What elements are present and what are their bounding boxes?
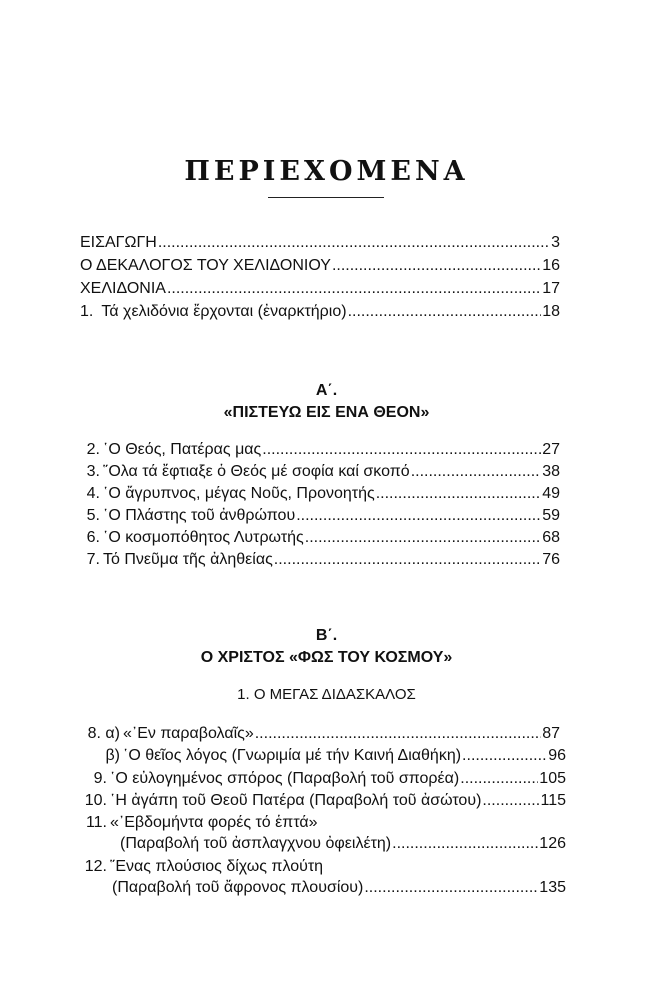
toc-entry-page: 126 <box>539 835 566 852</box>
dot-leader <box>462 746 547 766</box>
toc-entry-text: ΕΙΣΑΓΩΓΗ <box>80 234 157 251</box>
toc-entry <box>80 769 566 789</box>
toc-entry <box>80 484 560 504</box>
toc-entry <box>80 724 560 744</box>
toc-entry-text: «᾿Εβδομήντα φορές τό ἑπτά» <box>110 814 318 831</box>
dot-leader <box>332 256 541 276</box>
toc-entry <box>80 233 560 253</box>
section-a-title: «ΠΙΣΤΕΥΩ ΕΙΣ ΕΝΑ ΘΕΟΝ» <box>223 404 430 421</box>
toc-entry-text: Ο ΔΕΚΑΛΟΓΟΣ ΤΟΥ ΧΕΛΙΔΟΝΙΟΥ <box>80 257 331 274</box>
dot-leader <box>482 791 539 811</box>
toc-entry-number: 3. <box>86 463 100 480</box>
section-b-subheading: 1. Ο ΜΕΓΑΣ ΔΙΔΑΣΚΑΛΟΣ <box>237 686 416 703</box>
dot-leader <box>460 769 538 789</box>
toc-entry-number: 2. <box>86 441 100 458</box>
toc-entry-text: ῞Ενας πλούσιος δίχως πλούτη <box>110 858 324 875</box>
toc-entry-number: 9. <box>93 770 107 787</box>
toc-entry-number: 6. <box>86 529 100 546</box>
toc-entry <box>80 279 560 299</box>
dot-leader <box>364 878 538 898</box>
toc-entry-number: 8. α) <box>87 725 120 742</box>
page-title: ΠΕΡΙΕΧΟΜΕΝΑ <box>184 156 469 187</box>
toc-entry-page: 135 <box>539 879 566 896</box>
toc-entry-number: 11. <box>85 814 107 831</box>
toc-entry-text: «᾿Εν παραβολαῖς» <box>123 725 254 742</box>
dot-leader <box>167 279 541 299</box>
dot-leader <box>296 506 541 526</box>
toc-entry-page: 3 <box>551 234 560 251</box>
toc-entry <box>120 834 566 854</box>
toc-entry-number: 7. <box>86 551 100 568</box>
toc-entry-text: ῞Ολα τά ἔφτιαξε ὁ Θεός μέ σοφία καί σκοπό <box>103 463 410 480</box>
dot-leader <box>305 528 541 548</box>
toc-entry-page: 96 <box>548 747 566 764</box>
toc-entry-page: 16 <box>542 257 560 274</box>
toc-entry-text: ῾Ο θεῖος λόγος (Γνωριμία μέ τήν Καινή Διαθήκη) <box>123 747 462 764</box>
toc-entry-page: 27 <box>542 441 560 458</box>
dot-leader <box>392 834 538 854</box>
toc-entry-text: ῾Ο εὐλογημένος σπόρος (Παραβολή τοῦ σπορέα) <box>110 770 460 787</box>
toc-entry <box>80 791 566 811</box>
title-rule <box>268 197 384 198</box>
toc-entry-page: 18 <box>542 303 560 320</box>
toc-entry <box>80 746 566 766</box>
toc-entry-page: 49 <box>542 485 560 502</box>
toc-entry <box>80 528 560 548</box>
section-b-letter: Β΄. <box>315 627 338 644</box>
section-a-letter: Α΄. <box>315 382 338 399</box>
dot-leader <box>255 724 541 744</box>
toc-entry-text: Τά χελιδόνια ἔρχονται (ἐναρκτήριο) <box>101 303 347 320</box>
toc-entry <box>80 440 560 460</box>
toc-entry-page: 76 <box>542 551 560 568</box>
toc-entry-text: ῾Ο κοσμοπόθητος Λυτρωτής <box>103 529 304 546</box>
dot-leader <box>158 233 550 253</box>
toc-entry-text: (Παραβολή τοῦ ἀσπλαγχνου ὀφειλέτη) <box>120 835 392 852</box>
dot-leader <box>274 550 541 570</box>
toc-entry-number: 10. <box>84 792 107 809</box>
toc-entry-text: (Παραβολή τοῦ ἄφρονος πλουσίου) <box>112 879 364 896</box>
toc-entry-page: 68 <box>542 529 560 546</box>
toc-entry-number: 1. <box>80 303 94 320</box>
toc-entry <box>80 506 560 526</box>
toc-entry-page: 115 <box>540 792 566 809</box>
toc-entry <box>80 256 560 276</box>
toc-entry-text: ῾Η ἀγάπη τοῦ Θεοῦ Πατέρα (Παραβολή τοῦ ἀσώτου) <box>110 792 482 809</box>
toc-entry-text: ΧΕΛΙΔΟΝΙΑ <box>80 280 166 297</box>
toc-entry-text: Τό Πνεῦμα τῆς ἀληθείας <box>103 551 273 568</box>
toc-entry-text: ῾Ο ἄγρυπνος, μέγας Νοῦς, Προνοητής <box>103 485 375 502</box>
toc-entry <box>112 878 566 898</box>
toc-entry-number: 12. <box>84 858 107 875</box>
dot-leader <box>411 462 542 482</box>
dot-leader <box>376 484 542 504</box>
toc-entry-page: 87 <box>542 725 560 742</box>
toc-entry-page: 38 <box>542 463 560 480</box>
toc-entry <box>80 462 560 482</box>
toc-entry <box>80 550 560 570</box>
toc-entry-number: 5. <box>86 507 100 524</box>
toc-entry-text: ῾Ο Πλάστης τοῦ ἀνθρώπου <box>103 507 296 524</box>
toc-entry-text: ῾Ο Θεός, Πατέρας μας <box>103 441 262 458</box>
toc-entry-number: 4. <box>86 485 100 502</box>
toc-entry-first-line <box>80 813 318 833</box>
toc-entry-number: β) <box>105 747 120 764</box>
toc-entry-page: 17 <box>542 280 560 297</box>
toc-entry-page: 59 <box>542 507 560 524</box>
toc-entry-page: 105 <box>539 770 566 787</box>
toc-entry <box>80 302 560 322</box>
dot-leader <box>348 302 542 322</box>
dot-leader <box>262 440 541 460</box>
toc-entry-first-line <box>80 857 323 877</box>
section-b-title: Ο ΧΡΙΣΤΟΣ «ΦΩΣ ΤΟΥ ΚΟΣΜΟΥ» <box>200 649 453 666</box>
